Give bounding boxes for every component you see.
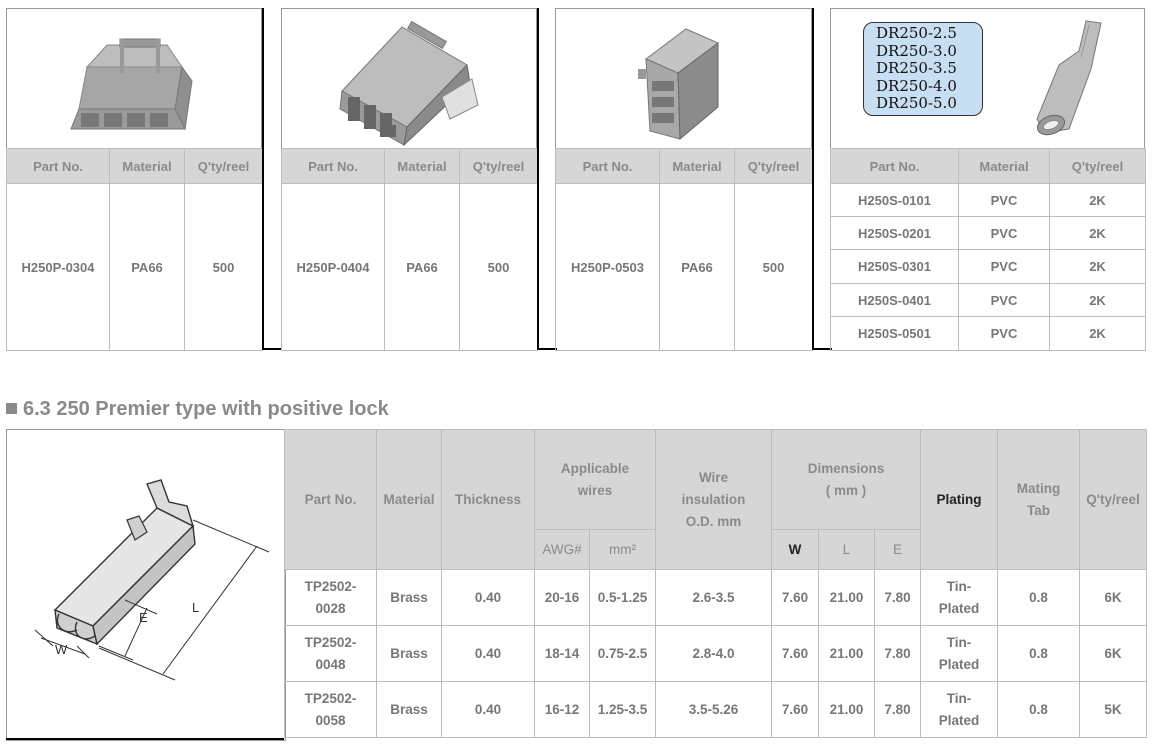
cell-part-no: H250S-0301 [831,250,959,284]
table-row [831,217,1146,250]
cell-qty-reel: 500 [460,184,538,351]
cell-qty-reel: 6K [1080,626,1147,682]
header-line: Mating [1016,480,1061,496]
cell-w: 7.60 [772,682,819,738]
cell-part-no [285,570,377,626]
cell-qty-reel: 2K [1050,284,1146,317]
table-row [831,184,1146,217]
cell-thickness: 0.40 [442,570,535,626]
header-qty-reel: Q'ty/reel [460,149,538,184]
cell-line: TP2502- [304,690,357,706]
header-qty-reel: Q'ty/reel [185,149,263,184]
header-line: Tab [1027,502,1051,518]
dimension-w-label: W [55,642,68,657]
cell-part-no: H250S-0501 [831,317,959,351]
cell-part-no: H250S-0201 [831,217,959,250]
header-plating: Plating [921,430,998,570]
header-line: wires [577,482,613,498]
dr-label: DR250-4.0 [876,76,957,95]
cell-part-no: H250S-0401 [831,284,959,317]
cell-l: 21.00 [819,626,875,682]
header-line: Applicable [560,460,630,476]
parts-table-4 [830,148,1146,351]
square-bullet-icon [6,403,17,414]
cell-part-no: H250P-0503 [556,184,660,351]
dr-label: DR250-2.5 [876,24,957,42]
cell-part-no [285,682,377,738]
cell-qty-reel: 5K [1080,682,1147,738]
header-thickness: Thickness [442,430,535,570]
cell-material: Brass [377,570,442,626]
cell-plating [921,682,998,738]
header-line: insulation [681,491,746,507]
cell-mm2: 0.75-2.5 [590,626,656,682]
section-title [6,398,389,421]
cell-mating-tab: 0.8 [998,570,1080,626]
panel-divider-tick [262,348,282,350]
cell-line: Plated [938,712,980,728]
cell-line: Tin- [946,690,972,706]
header-qty-reel: Q'ty/reel [1050,149,1146,184]
header-part-no: Part No. [556,149,660,184]
cell-od: 3.5-5.26 [656,682,772,738]
cell-line: Plated [938,600,980,616]
cell-material: PA66 [110,184,185,351]
cell-part-no: H250S-0101 [831,184,959,217]
header-wire-insulation [656,430,772,570]
table-row [285,570,1147,626]
panel-divider [537,8,539,350]
panel-divider [812,8,814,350]
header-part-no: Part No. [831,149,959,184]
header-l: L [819,530,875,570]
header-line: O.D. mm [685,513,742,529]
header-part-no: Part No. [282,149,385,184]
cell-od: 2.6-3.5 [656,570,772,626]
cell-material: PVC [959,317,1050,351]
cell-mating-tab: 0.8 [998,682,1080,738]
header-material: Material [377,430,442,570]
header-line: Dimensions [807,460,885,476]
cell-qty-reel: 2K [1050,317,1146,351]
cell-awg: 20-16 [535,570,590,626]
cell-e: 7.80 [875,626,921,682]
table-row [831,284,1146,317]
spec-table [284,429,1147,738]
housing-image-2 [281,8,537,150]
dr-label: DR250-3.5 [876,59,957,77]
cell-l: 21.00 [819,570,875,626]
header-qty-reel: Q'ty/reel [1080,430,1147,570]
cell-part-no [285,626,377,682]
connector-housing-illustration [282,9,537,149]
cell-line: Tin- [946,578,972,594]
product-panel-2 [281,8,537,350]
header-part-no: Part No. [285,430,377,570]
section-title-text: 6.3 250 Premier type with positive lock [23,398,389,420]
cell-qty-reel: 6K [1080,570,1147,626]
drawing-bottom-rule [6,738,284,740]
cell-od: 2.8-4.0 [656,626,772,682]
cell-line: 0058 [315,712,346,728]
dr-label: DR250-3.0 [876,41,957,60]
table-row [285,626,1147,682]
parts-table-2 [281,148,538,351]
cell-part-no: H250P-0304 [7,184,110,351]
panel-divider-tick [537,348,557,350]
cell-material: PVC [959,250,1050,284]
connector-housing-illustration [556,9,812,149]
cell-line: 0048 [315,656,346,672]
cell-material: Brass [377,682,442,738]
cell-line: TP2502- [304,578,357,594]
cell-part-no: H250P-0404 [282,184,385,351]
cell-line: TP2502- [304,634,357,650]
cell-plating [921,626,998,682]
cell-w: 7.60 [772,570,819,626]
parts-table-1 [6,148,263,351]
terminal-drawing [6,429,286,741]
cell-thickness: 0.40 [442,682,535,738]
dimension-e-label: E [139,610,148,625]
cell-qty-reel: 2K [1050,250,1146,284]
header-mm2: mm² [590,530,656,570]
header-material: Material [385,149,460,184]
cell-line: 0028 [315,600,346,616]
cell-w: 7.60 [772,626,819,682]
header-e: E [875,530,921,570]
table-row [285,682,1147,738]
cell-material: Brass [377,626,442,682]
sleeve-image [830,8,1145,150]
cell-material: PVC [959,184,1050,217]
cell-awg: 16-12 [535,682,590,738]
header-material: Material [660,149,735,184]
cell-plating [921,570,998,626]
table-row [831,250,1146,284]
parts-table-3 [555,148,813,351]
cell-awg: 18-14 [535,626,590,682]
header-awg: AWG# [535,530,590,570]
cell-material: PVC [959,284,1050,317]
product-panel-4 [830,8,1145,350]
product-panel-3 [555,8,812,350]
cell-line: Plated [938,656,980,672]
cell-qty-reel: 2K [1050,217,1146,250]
header-mating-tab [998,430,1080,570]
header-line: ( mm ) [825,482,867,498]
cell-thickness: 0.40 [442,626,535,682]
cell-material: PVC [959,217,1050,250]
cell-mm2: 0.5-1.25 [590,570,656,626]
panel-divider [262,8,264,350]
header-dimensions [772,430,921,530]
header-material: Material [959,149,1050,184]
cell-line: Tin- [946,634,972,650]
header-applicable-wires [535,430,656,530]
cell-qty-reel: 500 [185,184,263,351]
cell-e: 7.80 [875,682,921,738]
housing-image-3 [555,8,812,150]
header-w: W [772,530,819,570]
cell-l: 21.00 [819,682,875,738]
header-qty-reel: Q'ty/reel [735,149,813,184]
female-terminal-illustration [7,430,285,740]
table-row [831,317,1146,351]
housing-image-1 [6,8,262,150]
insulation-sleeve-illustration [831,9,1145,149]
header-part-no: Part No. [7,149,110,184]
dr-label: DR250-5.0 [876,94,957,112]
product-panel-1 [6,8,262,350]
cell-material: PA66 [385,184,460,351]
cell-e: 7.80 [875,570,921,626]
cell-material: PA66 [660,184,735,351]
panel-divider-tick [812,348,832,350]
connector-housing-illustration [7,9,262,149]
header-line: Wire [698,469,729,485]
cell-qty-reel: 2K [1050,184,1146,217]
cell-mating-tab: 0.8 [998,626,1080,682]
header-material: Material [110,149,185,184]
cell-qty-reel: 500 [735,184,813,351]
dimension-l-label: L [192,600,200,615]
cell-mm2: 1.25-3.5 [590,682,656,738]
